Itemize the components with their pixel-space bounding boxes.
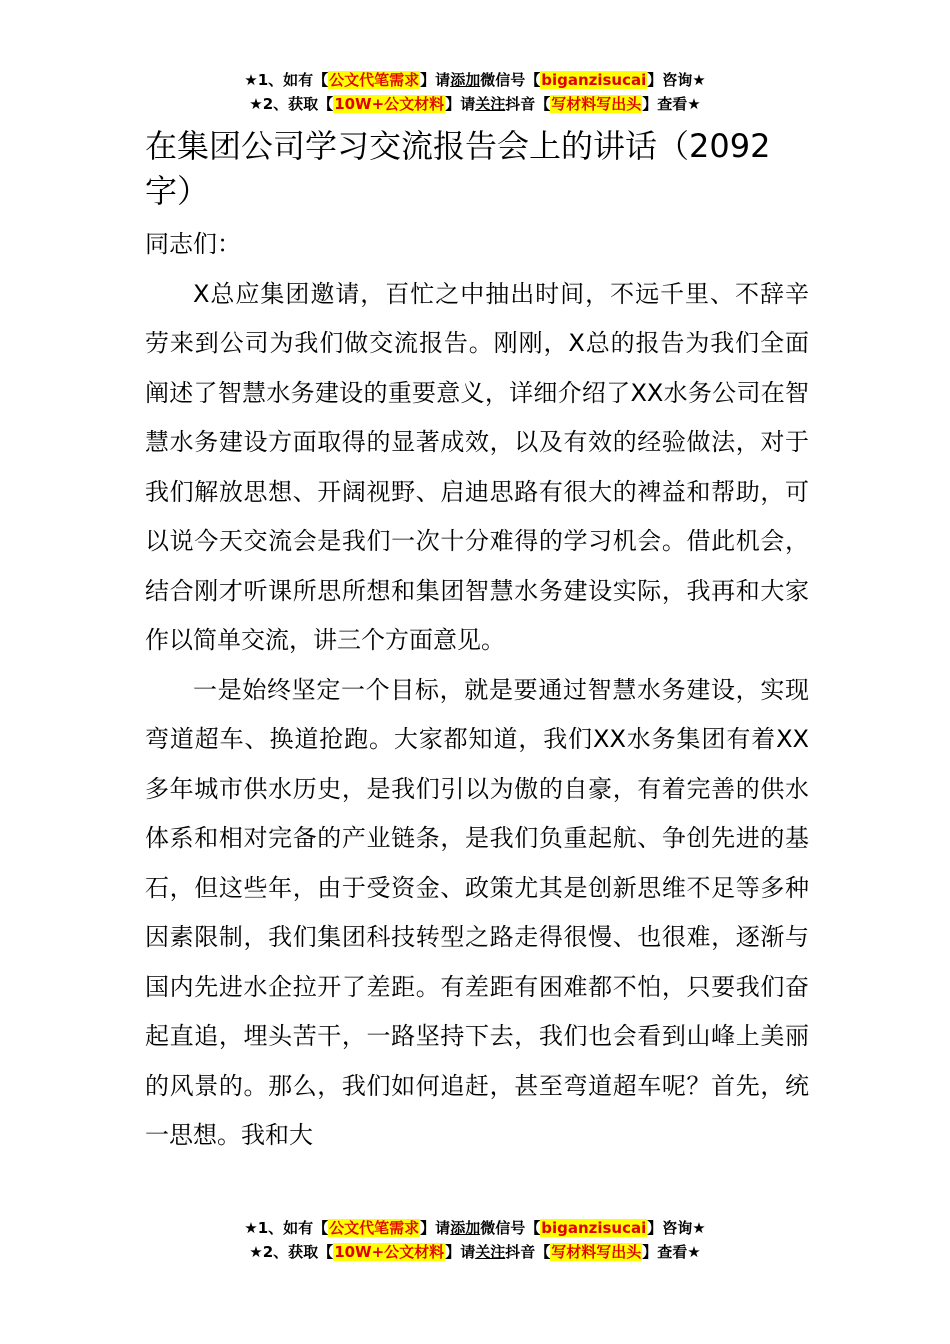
- promo-highlight: 10W+公文材料: [334, 95, 445, 113]
- document-title: 在集团公司学习交流报告会上的讲话（2092字）: [145, 127, 771, 210]
- promo-line-1: [0, 68, 950, 92]
- promo-text: ★1、如有【: [244, 71, 329, 89]
- promo-text: ★2、获取【: [249, 95, 334, 113]
- promo-underlined-text: 添加: [450, 1219, 481, 1237]
- promo-highlight: 10W+公文材料: [334, 1243, 445, 1261]
- promo-text: ★2、获取【: [249, 1243, 334, 1261]
- promo-douyin-account: 写材料写出头: [551, 95, 642, 113]
- promo-line-2: [0, 1240, 950, 1264]
- promo-text: 】查看★: [642, 95, 701, 113]
- promo-text: 】咨询★: [647, 1219, 706, 1237]
- promo-text: 抖音【: [505, 95, 551, 113]
- promo-text: 】请: [420, 1219, 451, 1237]
- promo-line-1: [0, 1216, 950, 1240]
- salutation: 同志们：: [145, 230, 241, 258]
- promo-banner-bottom: [0, 1216, 950, 1264]
- promo-text: 】查看★: [642, 1243, 701, 1261]
- promo-wechat-id: biganzisucai: [541, 1219, 647, 1237]
- promo-text: 】咨询★: [647, 71, 706, 89]
- document-body: [145, 220, 809, 1161]
- promo-text: 】请: [445, 95, 476, 113]
- paragraph: 一是始终坚定一个目标，就是要通过智慧水务建设，实现弯道超车、换道抢跑。大家都知道，我们XX水务集团有着XX多年城市供水历史，是我们引以为傲的自豪，有着完善的供水体系和相对完备的产业链条，是我们负重起航、争创先进的基石，但这些年，由于受资金、政策尤其是创新思维不足等多种因素限制，我们集团科技转型之路走得很慢、也很难，逐渐与国内先进水企拉开了差距。有差距有困难都不怕，只要我们奋起直追，埋头苦干，一路坚持下去，我们也会看到山峰上美丽的风景的。那么，我们如何追赶，甚至弯道超车呢？首先，统一思想。我和大: [145, 675, 809, 1149]
- promo-highlight: 公文代笔需求: [329, 71, 420, 89]
- promo-douyin-account: 写材料写出头: [551, 1243, 642, 1261]
- promo-text: 微信号【: [480, 1219, 541, 1237]
- promo-highlight: 公文代笔需求: [329, 1219, 420, 1237]
- promo-line-2: [0, 92, 950, 116]
- promo-underlined-text: 关注: [475, 1243, 506, 1261]
- promo-text: 抖音【: [505, 1243, 551, 1261]
- promo-wechat-id: biganzisucai: [541, 71, 647, 89]
- promo-text: 】请: [445, 1243, 476, 1261]
- promo-underlined-text: 关注: [475, 95, 506, 113]
- paragraph: X总应集团邀请，百忙之中抽出时间，不远千里、不辞辛劳来到公司为我们做交流报告。刚刚，X总的报告为我们全面阐述了智慧水务建设的重要意义，详细介绍了XX水务公司在智慧水务建设方面取得的显著成效，以及有效的经验做法，对于我们解放思想、开阔视野、启迪思路有很大的裨益和帮助，可以说今天交流会是我们一次十分难得的学习机会。借此机会，结合刚才听课所思所想和集团智慧水务建设实际，我再和大家作以简单交流，讲三个方面意见。: [145, 279, 809, 654]
- promo-underlined-text: 添加: [450, 71, 481, 89]
- promo-text: ★1、如有【: [244, 1219, 329, 1237]
- promo-text: 微信号【: [480, 71, 541, 89]
- promo-banner-top: [0, 68, 950, 116]
- promo-text: 】请: [420, 71, 451, 89]
